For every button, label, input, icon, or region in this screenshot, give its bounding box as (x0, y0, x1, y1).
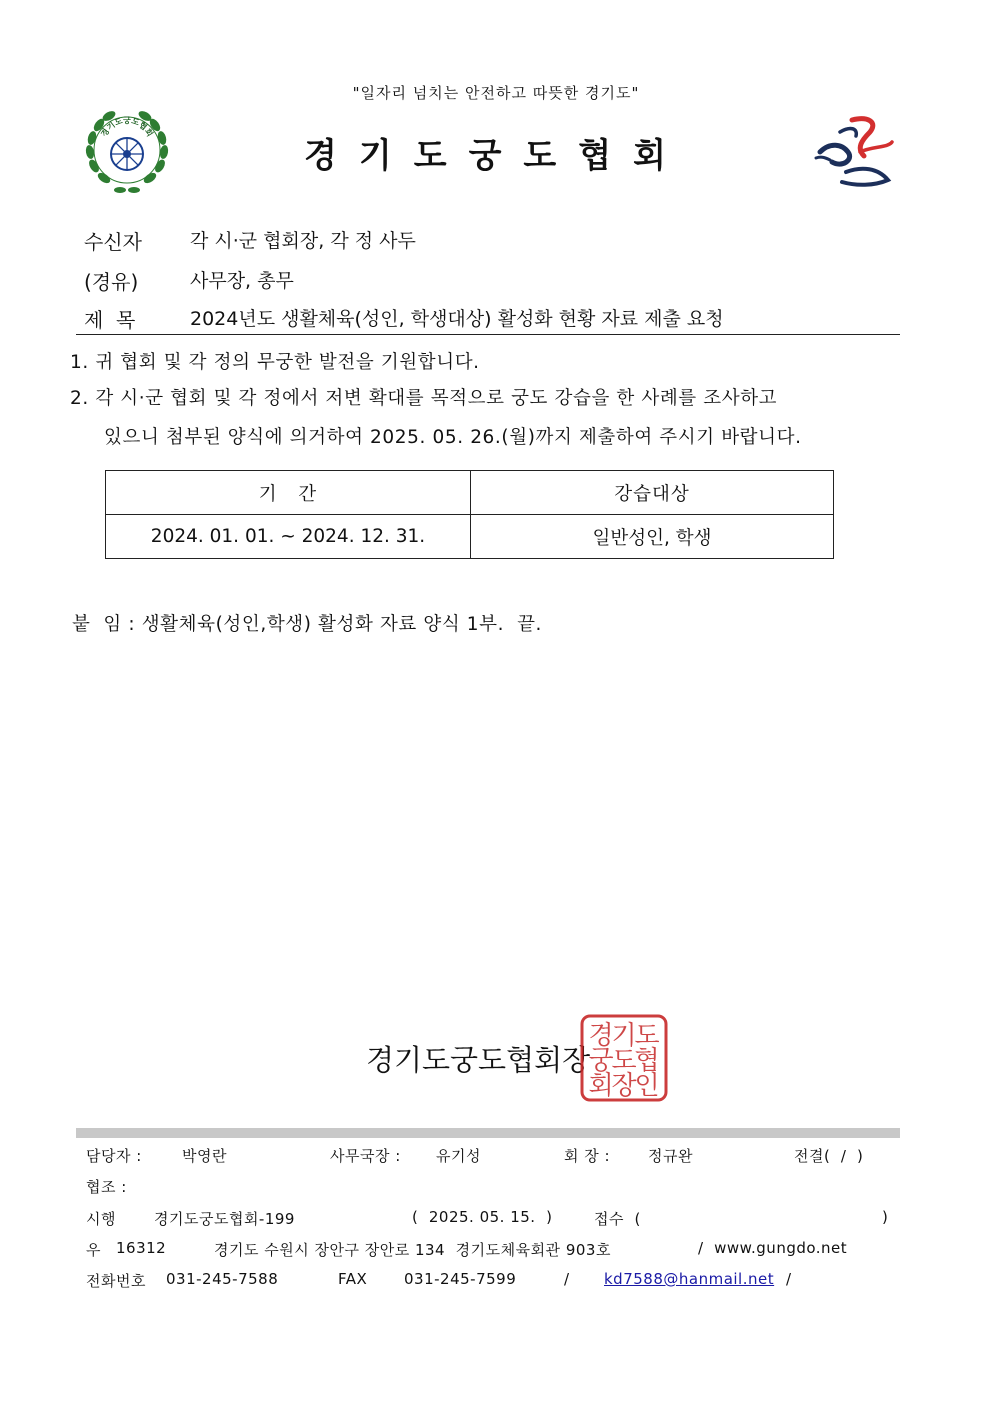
footer-divider-bar (76, 1128, 900, 1138)
svg-text:협: 협 (634, 1046, 660, 1076)
secretary-name: 유기성 (436, 1147, 481, 1165)
cooperation-label: 협조 : (86, 1178, 127, 1196)
attachment-note: 붙 임 : 생활체육(성인,학생) 활성화 자료 양식 1부. 끝. (72, 614, 543, 635)
via-label: (경유) (84, 270, 139, 294)
enforcement-label: 시행 (86, 1210, 116, 1228)
svg-text:도: 도 (611, 1046, 637, 1076)
table-cell-period: 2024. 01. 01. ~ 2024. 12. 31. (106, 515, 471, 559)
svg-text:인: 인 (634, 1071, 660, 1101)
slogan: "일자리 넘치는 안전하고 따뜻한 경기도" (352, 84, 640, 102)
fax-label: FAX (338, 1270, 368, 1288)
president-name: 정규완 (648, 1147, 693, 1165)
president-label: 회 장 : (564, 1147, 611, 1165)
body-paragraph-2-continued: 있으니 첨부된 양식에 의거하여 2025. 05. 26.(월)까지 제출하여 주시기 바랍니다. (104, 427, 802, 448)
signatory-name: 경기도궁도협회장 (366, 1043, 591, 1077)
period-table (105, 470, 834, 559)
separator-slash: / (564, 1270, 570, 1288)
enforcement-date: ( 2025. 05. 15. ) (412, 1208, 553, 1226)
separator-slash: / (786, 1270, 792, 1288)
organization-title: 경기도궁도협회 (304, 136, 688, 176)
receipt-label: 접수 ( (594, 1210, 641, 1228)
recipient-value: 각 시·군 협회장, 각 정 사두 (190, 230, 416, 252)
emblem-text: 경기도궁도협회 (99, 116, 155, 139)
subject-value: 2024년도 생활체육(성인, 학생대상) 활성화 현황 자료 제출 요청 (190, 308, 724, 330)
manager-label: 담당자 : (86, 1147, 142, 1165)
secretary-label: 사무국장 : (330, 1147, 401, 1165)
calligraphy-brand-logo (812, 112, 900, 192)
svg-text:기: 기 (611, 1021, 637, 1051)
official-seal-stamp (579, 1013, 669, 1103)
table-row (106, 515, 834, 559)
postal-label: 우 (86, 1241, 101, 1259)
table-header-target: 강습대상 (471, 471, 834, 515)
table-cell-target: 일반성인, 학생 (471, 515, 834, 559)
recipient-label: 수신자 (84, 230, 142, 254)
svg-text:도: 도 (634, 1021, 660, 1051)
approval-note: 전결( / ) (794, 1147, 864, 1165)
phone-number: 031-245-7588 (166, 1270, 279, 1288)
header-divider (76, 334, 900, 335)
website[interactable]: / www.gungdo.net (698, 1239, 848, 1257)
postal-code: 16312 (116, 1239, 167, 1257)
phone-label: 전화번호 (86, 1272, 146, 1290)
subject-label: 제 목 (84, 308, 136, 332)
body-paragraph-2: 2. 각 시·군 협회 및 각 정에서 저변 확대를 목적으로 궁도 강습을 한 사례를 조사하고 (70, 388, 778, 409)
svg-text:회: 회 (588, 1071, 614, 1101)
svg-text:궁: 궁 (588, 1046, 614, 1076)
receipt-close: ) (882, 1208, 889, 1226)
via-value: 사무장, 총무 (190, 270, 294, 292)
manager-name: 박영란 (182, 1147, 227, 1165)
body-paragraph-1: 1. 귀 협회 및 각 정의 무궁한 발전을 기원합니다. (70, 352, 480, 373)
email-link[interactable]: kd7588@hanmail.net (604, 1270, 775, 1288)
svg-text:장: 장 (611, 1071, 637, 1101)
table-header-period: 기 간 (106, 471, 471, 515)
svg-text:경: 경 (588, 1021, 614, 1051)
fax-number: 031-245-7599 (404, 1270, 517, 1288)
table-header-row (106, 471, 834, 515)
document-number: 경기도궁도협회-199 (154, 1210, 295, 1228)
address: 경기도 수원시 장안구 장안로 134 경기도체육회관 903호 (214, 1241, 611, 1259)
